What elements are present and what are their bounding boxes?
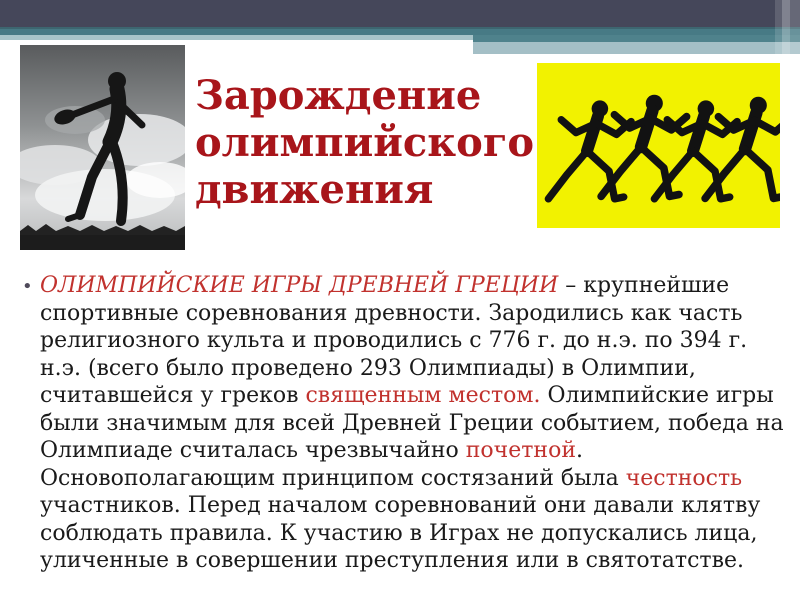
bullet-icon: • [22, 276, 33, 297]
body-lead-red-italic: ОЛИМПИЙСКИЕ ИГРЫ ДРЕВНЕЙ ГРЕЦИИ [40, 273, 559, 298]
body-highlight-honesty: честность [625, 465, 743, 491]
header-bar-teal [0, 27, 800, 35]
discus-thrower-graphic [20, 45, 185, 250]
discus-thrower-image [20, 45, 185, 250]
header-bar-dark [0, 0, 800, 27]
greek-runners-graphic [537, 63, 780, 228]
header-right-teal-block [473, 35, 800, 42]
body-segment: Олимпийские игры были значимым для всей Древней Греции событием, победа на Олимпиаде считалась чрезвычайно [40, 383, 784, 463]
header-bar-light-stripe [0, 35, 473, 40]
header-edge-stripe-2 [782, 0, 790, 54]
slide-title: Зарождение олимпийского движения [195, 72, 535, 213]
greek-runners-image [537, 63, 780, 228]
header-edge-stripe-1 [775, 0, 782, 54]
body-highlight-sacred-place: священным местом. [305, 383, 541, 408]
body-text [22, 272, 792, 575]
body-segment: . Основополагающим принципом состязаний была [40, 438, 626, 491]
body-segment: – крупнейшие спортивные соревнования древности. Зародились как часть религиозного культа и проводились с 776 г. до н.э. по 394 г. н.э. (всего было проведено 293 Олимпиады) в Олимпии, считавшейся у греков [40, 273, 748, 408]
body-highlight-honorable: почетной [465, 438, 576, 463]
body-segment: участников. Перед началом соревнований они давали клятву соблюдать правила. К участию в Играх не допускались лица, уличенные в совершении преступления или в святотатстве. [40, 493, 761, 573]
header-edge-stripe-3 [790, 0, 800, 54]
header-right-light-block [473, 42, 800, 54]
